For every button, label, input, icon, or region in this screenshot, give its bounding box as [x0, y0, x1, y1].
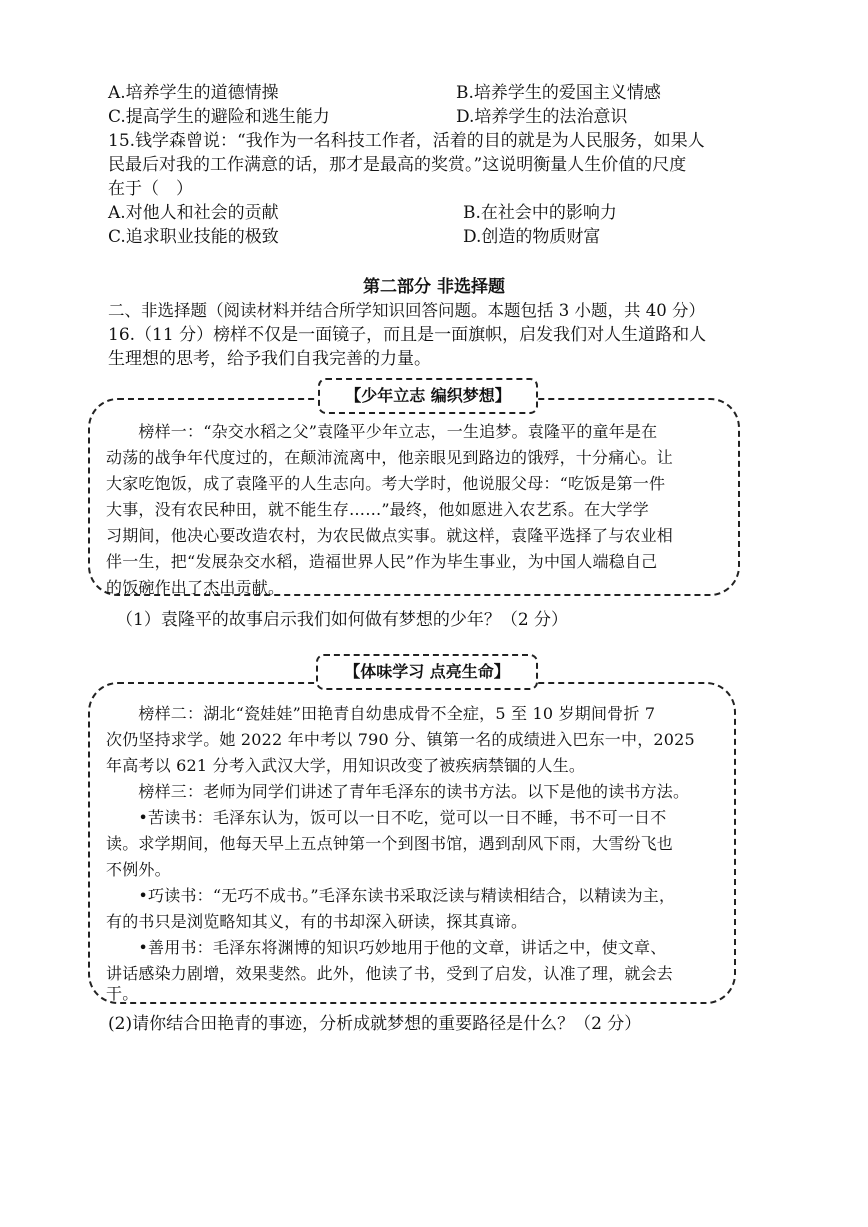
- box2-line-11: 讲话感染力剧增，效果斐然。此外，他读了书，受到了启发，认准了理，就会去: [106, 964, 674, 983]
- material-box-1-tag: 【少年立志 编织梦想】: [318, 378, 538, 414]
- q15-stem-line-2: 民最后对我的工作满意的话，那才是最高的奖赏。”这说明衡量人生价值的尺度: [108, 155, 687, 175]
- q15-option-c: C.追求职业技能的极致: [108, 227, 279, 247]
- q15-option-b: B.在社会中的影响力: [463, 203, 617, 223]
- sub-question-1: （1）袁隆平的故事启示我们如何做有梦想的少年？（2 分）: [116, 610, 569, 630]
- box1-line-6: 伴一生，把“发展杂交水稻，造福世界人民”作为毕生事业，为中国人端稳自己: [106, 552, 658, 571]
- box1-line-2: 动荡的战争年代度过的，在颠沛流离中，他亲眼见到路边的饿殍，十分痛心。让: [106, 448, 674, 467]
- q14-option-a: A.培养学生的道德情操: [108, 83, 279, 103]
- box2-line-3: 年高考以 621 分考入武汉大学，用知识改变了被疾病禁锢的人生。: [106, 756, 586, 775]
- box1-line-3: 大家吃饱饭，成了袁隆平的人生志向。考大学时，他说服父母：“吃饭是第一件: [106, 474, 666, 493]
- q15-stem-line-1: 15.钱学森曾说：“我作为一名科技工作者，活着的目的就是为人民服务，如果人: [108, 131, 705, 151]
- box1-line-1: 榜样一：“杂交水稻之父”袁隆平少年立志，一生追梦。袁隆平的童年是在: [106, 422, 658, 441]
- box2-line-12: 干。: [106, 984, 139, 1003]
- part2-title: 第二部分 非选择题: [363, 277, 505, 297]
- q15-option-d: D.创造的物质财富: [463, 227, 601, 247]
- q16-stem-line-1: 16.（11 分）榜样不仅是一面镜子，而且是一面旗帜，启发我们对人生道路和人: [108, 325, 707, 345]
- box2-line-5: •苦读书：毛泽东认为，饭可以一日不吃，觉可以一日不睡，书不可一日不: [106, 808, 667, 827]
- box2-line-9: 有的书只是浏览略知其义，有的书却深入研读，探其真谛。: [106, 912, 528, 931]
- q14-option-b: B.培养学生的爱国主义情感: [456, 83, 661, 103]
- box2-line-10: •善用书：毛泽东将渊博的知识巧妙地用于他的文章，讲话之中，使文章、: [106, 938, 667, 957]
- q15-stem-line-3: 在于（ ）: [108, 179, 193, 199]
- box1-line-7: 的饭碗作出了杰出贡献。: [106, 578, 285, 597]
- sub-question-2: (2)请你结合田艳青的事迹，分析成就梦想的重要路径是什么？（2 分）: [108, 1014, 642, 1034]
- box2-line-6: 读。求学期间，他每天早上五点钟第一个到图书馆，遇到刮风下雨，大雪纷飞也: [106, 834, 674, 853]
- q16-stem-line-2: 生理想的思考，给予我们自我完善的力量。: [108, 349, 431, 369]
- material-box-2-tag: 【体味学习 点亮生命】: [316, 654, 538, 690]
- q15-option-a: A.对他人和社会的贡献: [108, 203, 279, 223]
- box1-line-4: 大事，没有农民种田，就不能生存……”最终，他如愿进入农艺系。在大学学: [106, 500, 649, 519]
- q14-option-c: C.提高学生的避险和逃生能力: [108, 107, 330, 127]
- q14-option-d: D.培养学生的法治意识: [456, 107, 628, 127]
- box1-line-5: 习期间，他决心要改造农村，为农民做点实事。就这样，袁隆平选择了与农业相: [106, 526, 674, 545]
- box2-line-8: •巧读书：“无巧不成书。”毛泽东读书采取泛读与精读相结合，以精读为主，: [106, 886, 676, 905]
- box2-line-2: 次仍坚持求学。她 2022 年中考以 790 分、镇第一名的成绩进入巴东一中，2025: [106, 730, 695, 749]
- box2-line-1: 榜样二：湖北“瓷娃娃”田艳青自幼患成骨不全症，5 至 10 岁期间骨折 7: [106, 704, 656, 723]
- box2-line-4: 榜样三：老师为同学们讲述了青年毛泽东的读书方法。以下是他的读书方法。: [106, 782, 690, 801]
- section-two-heading: 二、非选择题（阅读材料并结合所学知识回答问题。本题包括 3 小题，共 40 分）: [108, 301, 705, 320]
- box2-line-7: 不例外。: [106, 860, 171, 879]
